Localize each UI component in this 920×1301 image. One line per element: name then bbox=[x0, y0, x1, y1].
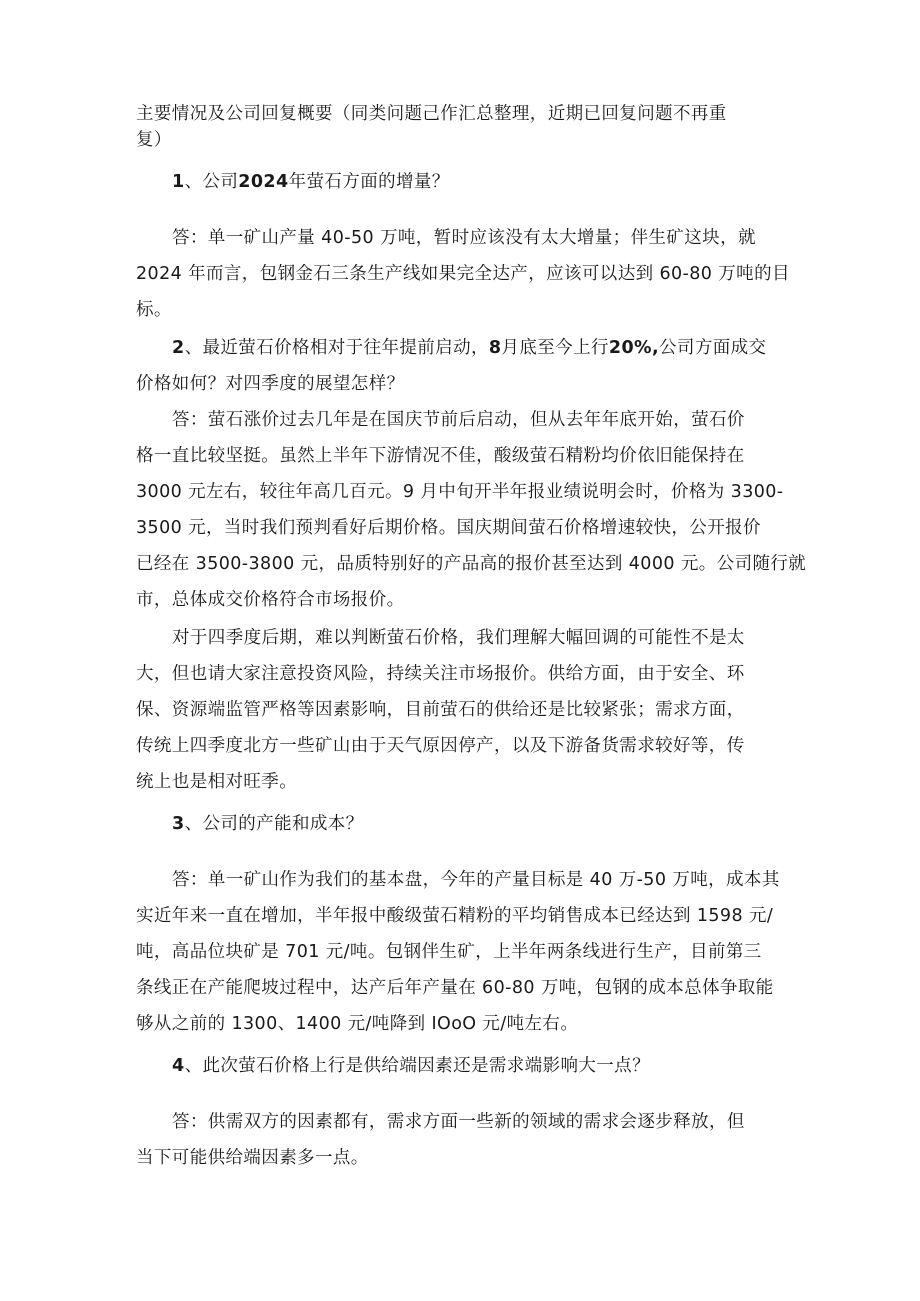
question-3-number: 3 bbox=[172, 814, 185, 834]
answer-4-line-2: 当下可能供给端因素多一点。 bbox=[136, 1148, 369, 1168]
answer-2-line-5: 已经在 3500-3800 元，品质特别好的产品高的报价甚至达到 4000 元。公司随行就 bbox=[136, 554, 807, 574]
answer-1-line-1: 答：单一矿山产量 40-50 万吨，暂时应该没有太大增量；伴生矿这块，就 bbox=[172, 228, 756, 248]
question-2-number: 2 bbox=[172, 338, 185, 358]
answer-2-line-4: 3500 元，当时我们预判看好后期价格。国庆期间萤石价格增速较快，公开报价 bbox=[136, 518, 761, 538]
answer-3-line-2: 实近年来一直在增加，半年报中酸级萤石精粉的平均销售成本已经达到 1598 元/ bbox=[136, 906, 774, 926]
question-2-bold-month: 8 bbox=[488, 338, 502, 358]
answer-3-line-3: 吨，高品位块矿是 701 元/吨。包钢伴生矿，上半年两条线进行生产，目前第三 bbox=[136, 942, 762, 962]
question-1-year: 2024 bbox=[238, 172, 289, 192]
question-2-post: 公司方面成交 bbox=[659, 338, 767, 358]
answer-3-line-5: 够从之前的 1300、1400 元/吨降到 IOoO 元/吨左右。 bbox=[136, 1014, 579, 1034]
answer-2b-line-2: 大，但也请大家注意投资风险，持续关注市场报价。供给方面，由于安全、环 bbox=[136, 664, 745, 684]
answer-2-line-1: 答：萤石涨价过去几年是在国庆节前后启动，但从去年年底开始，萤石价 bbox=[172, 410, 745, 430]
intro-line-2: 复） bbox=[136, 130, 172, 150]
answer-2b-line-3: 保、资源端监管严格等因素影响，目前萤石的供给还是比较紧张；需求方面， bbox=[136, 700, 745, 720]
question-2-line-1 bbox=[172, 336, 766, 360]
question-2-line-2: 价格如何？对四季度的展望怎样？ bbox=[136, 374, 405, 394]
question-3 bbox=[172, 812, 364, 836]
answer-3-line-1: 答：单一矿山作为我们的基本盘，今年的产量目标是 40 万-50 万吨，成本其 bbox=[172, 870, 780, 890]
question-3-text: 、公司的产能和成本？ bbox=[184, 814, 364, 834]
answer-2-line-6: 市，总体成交价格符合市场报价。 bbox=[136, 590, 405, 610]
answer-2b-line-5: 统上也是相对旺季。 bbox=[136, 772, 298, 792]
answer-1-line-3: 标。 bbox=[136, 300, 172, 320]
question-1-number: 1 bbox=[172, 172, 185, 192]
answer-2-line-3: 3000 元左右，较往年高几百元。9 月中旬开半年报业绩说明会时，价格为 3300- bbox=[136, 482, 784, 502]
question-4-text: 、此次萤石价格上行是供给端因素还是需求端影响大一点？ bbox=[184, 1056, 650, 1076]
answer-3-line-4: 条线正在产能爬坡过程中，达产后年产量在 60-80 万吨，包钢的成本总体争取能 bbox=[136, 978, 774, 998]
question-1-post: 年萤石方面的增量？ bbox=[288, 172, 450, 192]
question-4-number: 4 bbox=[172, 1056, 185, 1076]
answer-1-line-2: 2024 年而言，包钢金石三条生产线如果完全达产，应该可以达到 60-80 万吨的目 bbox=[136, 264, 790, 284]
question-2-pre: 、最近萤石价格相对于往年提前启动， bbox=[184, 338, 489, 358]
answer-4-line-1: 答：供需双方的因素都有，需求方面一些新的领域的需求会逐步释放，但 bbox=[172, 1112, 745, 1132]
question-2-bold-percent: 20%, bbox=[608, 338, 660, 358]
question-2-mid: 月底至今上行 bbox=[501, 338, 609, 358]
answer-2b-line-4: 传统上四季度北方一些矿山由于天气原因停产，以及下游备货需求较好等，传 bbox=[136, 736, 745, 756]
question-4 bbox=[172, 1054, 650, 1078]
question-1 bbox=[172, 170, 450, 194]
question-1-pre: 、公司 bbox=[184, 172, 239, 192]
answer-2-line-2: 格一直比较坚挺。虽然上半年下游情况不佳，酸级萤石精粉均价依旧能保持在 bbox=[136, 446, 745, 466]
intro-line-1: 主要情况及公司回复概要（同类问题己作汇总整理，近期已回复问题不再重 bbox=[136, 104, 727, 124]
answer-2b-line-1: 对于四季度后期，难以判断萤石价格，我们理解大幅回调的可能性不是太 bbox=[172, 628, 745, 648]
